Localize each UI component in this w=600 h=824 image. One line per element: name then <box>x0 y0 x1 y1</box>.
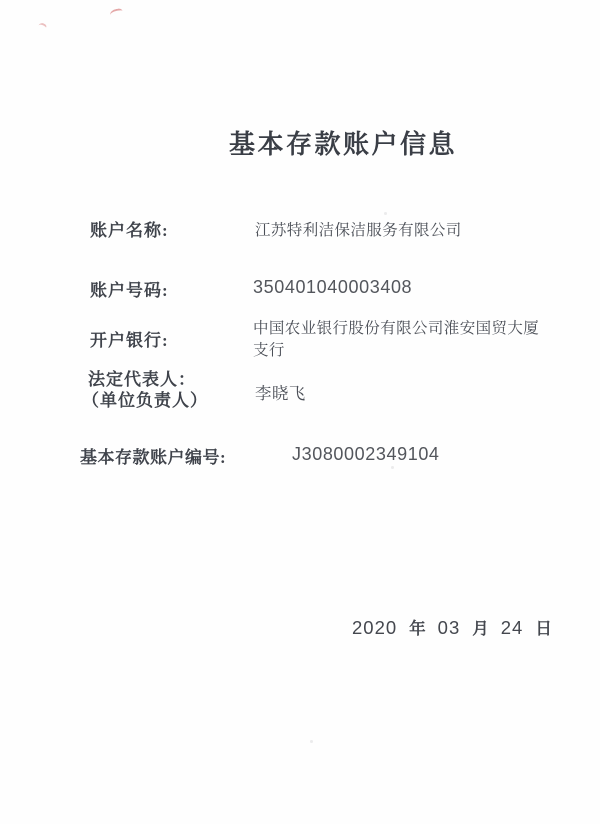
basic-deposit-account-no-value: J3080002349104 <box>292 444 440 464</box>
account-number-value: 350401040003408 <box>253 277 413 297</box>
date-year: 2020 <box>352 617 398 638</box>
scan-dust-speck <box>384 212 387 215</box>
account-name-value: 江苏特利洁保洁服务有限公司 <box>255 222 462 239</box>
date-day: 24 <box>500 617 524 638</box>
date-month: 03 <box>437 617 461 638</box>
red-ink-speck-icon <box>37 22 48 33</box>
page-title: 基本存款账户信息 <box>229 130 458 159</box>
opening-bank-label: 开户银行: <box>90 331 169 350</box>
basic-deposit-account-no-label: 基本存款账户编号: <box>80 448 227 467</box>
date-day-unit: 日 <box>535 619 552 638</box>
scan-dust-speck <box>391 466 394 469</box>
legal-representative-sublabel: （单位负责人） <box>82 391 208 410</box>
account-number-label: 账户号码: <box>90 281 169 300</box>
legal-representative-label: 法定代表人： <box>88 370 196 389</box>
account-name-label: 账户名称: <box>90 221 169 240</box>
opening-bank-value: 中国农业银行股份有限公司淮安国贸大厦支行 <box>253 320 540 359</box>
date-line <box>352 615 552 639</box>
red-ink-speck-icon <box>109 8 124 20</box>
date-month-unit: 月 <box>472 619 489 638</box>
date-year-unit: 年 <box>409 619 426 638</box>
scan-dust-speck <box>310 740 313 743</box>
legal-representative-value: 李晓飞 <box>255 384 306 403</box>
